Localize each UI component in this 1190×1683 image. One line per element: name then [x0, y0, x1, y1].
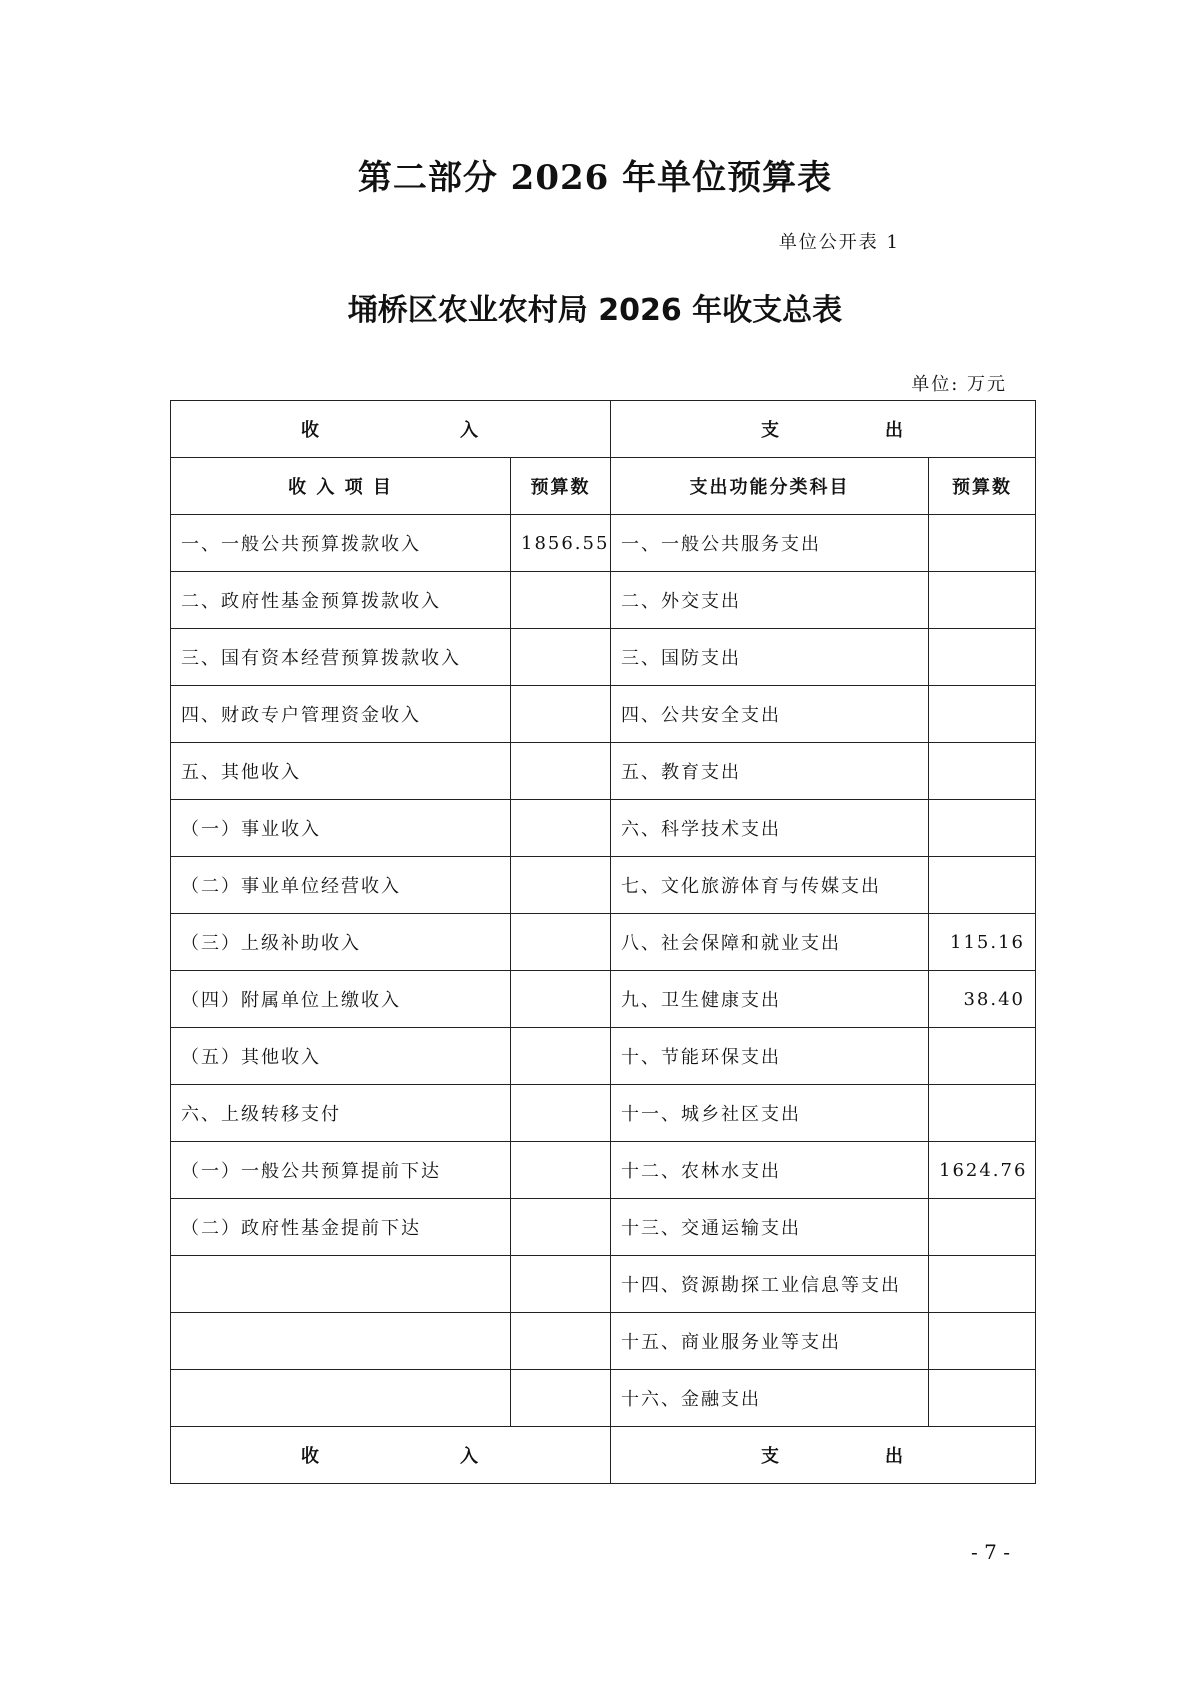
income-amount-cell: 1856.55 [511, 515, 611, 572]
expense-item-cell: 一、一般公共服务支出 [611, 515, 929, 572]
section-income-char-2: 入 [460, 420, 480, 441]
expense-item-cell: 四、公共安全支出 [611, 686, 929, 743]
budget-summary-table [170, 400, 1036, 1484]
income-amount-cell [511, 1313, 611, 1370]
income-item-cell: 六、上级转移支付 [171, 1085, 511, 1142]
income-amount-cell [511, 914, 611, 971]
income-item-cell [171, 1370, 511, 1427]
expense-amount-cell [929, 800, 1036, 857]
expense-item-cell: 十一、城乡社区支出 [611, 1085, 929, 1142]
footer-section-income [171, 1427, 611, 1484]
income-item-cell: （一）事业收入 [171, 800, 511, 857]
column-header-row [171, 458, 1036, 515]
table-row [171, 1085, 1036, 1142]
expense-item-cell: 十四、资源勘探工业信息等支出 [611, 1256, 929, 1313]
expense-item-cell: 八、社会保障和就业支出 [611, 914, 929, 971]
section-header-row [171, 401, 1036, 458]
expense-amount-cell: 115.16 [929, 914, 1036, 971]
income-item-cell [171, 1256, 511, 1313]
income-amount-cell [511, 971, 611, 1028]
income-item-cell [171, 1313, 511, 1370]
expense-amount-cell [929, 1313, 1036, 1370]
expense-item-cell: 十、节能环保支出 [611, 1028, 929, 1085]
section-income-char-1: 收 [301, 420, 321, 441]
expense-item-cell: 七、文化旅游体育与传媒支出 [611, 857, 929, 914]
expense-amount-cell [929, 1085, 1036, 1142]
col-income-item: 收 入 项 目 [171, 458, 511, 515]
section-expense [611, 401, 1036, 458]
expense-item-cell: 五、教育支出 [611, 743, 929, 800]
col-expense-item: 支出功能分类科目 [611, 458, 929, 515]
expense-amount-cell: 1624.76 [929, 1142, 1036, 1199]
table-row [171, 914, 1036, 971]
expense-item-cell: 十六、金融支出 [611, 1370, 929, 1427]
footer-income-char-1: 收 [301, 1446, 321, 1467]
table-row [171, 686, 1036, 743]
table-row [171, 1313, 1036, 1370]
section-footer-row [171, 1427, 1036, 1484]
expense-amount-cell [929, 1370, 1036, 1427]
expense-amount-cell [929, 743, 1036, 800]
expense-amount-cell [929, 857, 1036, 914]
income-amount-cell [511, 1370, 611, 1427]
expense-item-cell: 三、国防支出 [611, 629, 929, 686]
income-item-cell: （二）事业单位经营收入 [171, 857, 511, 914]
table-row [171, 1142, 1036, 1199]
income-amount-cell [511, 1028, 611, 1085]
income-item-cell: 四、财政专户管理资金收入 [171, 686, 511, 743]
income-item-cell: 五、其他收入 [171, 743, 511, 800]
income-item-cell: （二）政府性基金提前下达 [171, 1199, 511, 1256]
expense-amount-cell: 38.40 [929, 971, 1036, 1028]
footer-income-char-2: 入 [460, 1446, 480, 1467]
expense-item-cell: 二、外交支出 [611, 572, 929, 629]
table-row [171, 971, 1036, 1028]
section-income [171, 401, 611, 458]
expense-amount-cell [929, 1199, 1036, 1256]
table-row [171, 572, 1036, 629]
footer-expense-char-2: 出 [885, 1446, 905, 1467]
income-item-cell: （四）附属单位上缴收入 [171, 971, 511, 1028]
expense-item-cell: 十二、农林水支出 [611, 1142, 929, 1199]
expense-amount-cell [929, 686, 1036, 743]
expense-item-cell: 十五、商业服务业等支出 [611, 1313, 929, 1370]
expense-item-cell: 六、科学技术支出 [611, 800, 929, 857]
table-title: 埇桥区农业农村局 2026 年收支总表 [347, 293, 843, 328]
income-item-cell: （三）上级补助收入 [171, 914, 511, 971]
income-amount-cell [511, 1199, 611, 1256]
income-amount-cell [511, 800, 611, 857]
income-item-cell: 三、国有资本经营预算拨款收入 [171, 629, 511, 686]
expense-amount-cell [929, 1028, 1036, 1085]
expense-amount-cell [929, 1256, 1036, 1313]
income-amount-cell [511, 686, 611, 743]
unit-label: 单位: 万元 [911, 374, 1007, 395]
page-number: - 7 - [971, 1540, 1010, 1564]
income-amount-cell [511, 572, 611, 629]
income-amount-cell [511, 1256, 611, 1313]
table-row [171, 800, 1036, 857]
col-income-amount: 预算数 [511, 458, 611, 515]
section-expense-char-2: 出 [885, 420, 905, 441]
income-item-cell: （五）其他收入 [171, 1028, 511, 1085]
expense-amount-cell [929, 629, 1036, 686]
table-row [171, 629, 1036, 686]
income-item-cell: 二、政府性基金预算拨款收入 [171, 572, 511, 629]
table-row [171, 515, 1036, 572]
footer-section-expense [611, 1427, 1036, 1484]
table-row [171, 1370, 1036, 1427]
table-number: 单位公开表 1 [778, 232, 900, 253]
income-item-cell: （一）一般公共预算提前下达 [171, 1142, 511, 1199]
income-amount-cell [511, 857, 611, 914]
income-amount-cell [511, 743, 611, 800]
section-expense-char-1: 支 [761, 420, 781, 441]
table-row [171, 1028, 1036, 1085]
income-item-cell: 一、一般公共预算拨款收入 [171, 515, 511, 572]
table-row [171, 743, 1036, 800]
expense-amount-cell [929, 572, 1036, 629]
expense-item-cell: 十三、交通运输支出 [611, 1199, 929, 1256]
income-amount-cell [511, 629, 611, 686]
table-row [171, 857, 1036, 914]
expense-amount-cell [929, 515, 1036, 572]
part-title: 第二部分 2026 年单位预算表 [357, 158, 833, 198]
table-row [171, 1199, 1036, 1256]
footer-expense-char-1: 支 [761, 1446, 781, 1467]
table-row [171, 1256, 1036, 1313]
expense-item-cell: 九、卫生健康支出 [611, 971, 929, 1028]
income-amount-cell [511, 1085, 611, 1142]
income-amount-cell [511, 1142, 611, 1199]
col-expense-amount: 预算数 [929, 458, 1036, 515]
